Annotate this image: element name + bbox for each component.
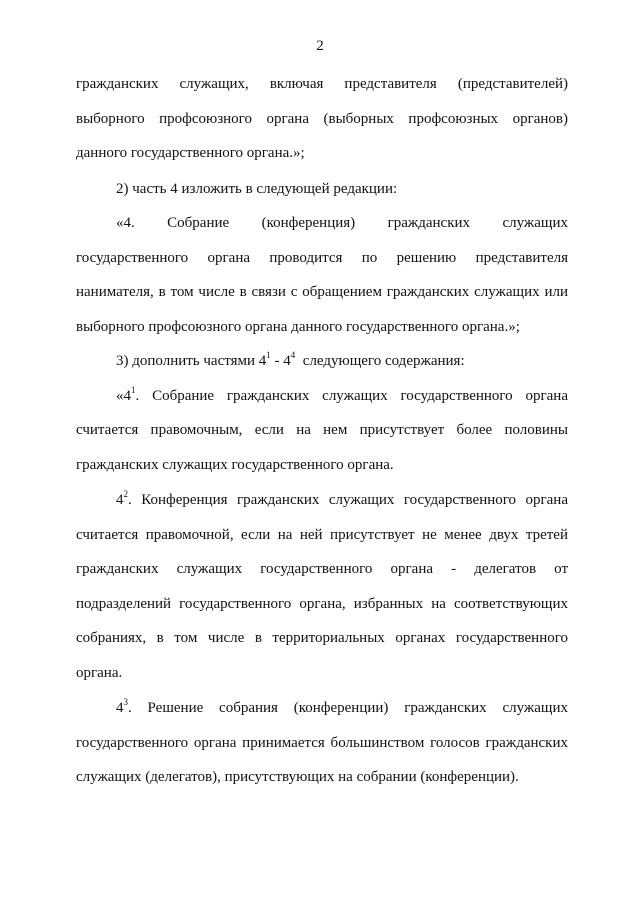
paragraph-continuation: гражданских служащих, включая представителя (представителей) выборного профсоюзного органа (выборных профсоюзных органов) данного государственного органа.»;	[76, 76, 568, 161]
part-4-3-text: . Решение собрания (конференции) гражданских служащих государственного органа принимается большинством голосов гражданских служащих (делегатов), присутствующих на собрании (конференции).	[76, 700, 568, 785]
part-4-3-prefix: 4	[116, 700, 124, 716]
part-4-2-sup: 2	[123, 489, 128, 499]
paragraph-part-4: «4. Собрание (конференция) гражданских служащих государственного органа проводится по решению представителя нанимателя, в том числе в связи с обращением гражданских служащих или выборного профсоюзного органа данного государственного органа.»;	[76, 215, 568, 335]
item-3-mid: - 4	[270, 353, 291, 369]
paragraph-part-4-2	[76, 483, 568, 690]
paragraph-part-4-3	[76, 691, 568, 795]
item-3-prefix: 3) дополнить частями 4	[116, 353, 267, 369]
page-number: 2	[316, 38, 324, 54]
part-4-1-sup: 1	[131, 384, 136, 395]
part-4-1-prefix: «4	[116, 387, 131, 404]
item-3-suffix: следующего содержания:	[295, 353, 465, 369]
part-4-1-text: . Собрание гражданских служащих государственного органа считается правомочным, если на нем присутствует более половины гражданских служащих государственного органа.	[76, 387, 568, 473]
document-body	[76, 67, 568, 795]
item-3-sup-4: 4	[290, 350, 296, 360]
item-3-sup-1: 1	[266, 350, 271, 360]
part-4-2-text: . Конференция гражданских служащих государственного органа считается правомочной, если на ней присутствует не менее двух третей гражданских служащих государственного органа - делегатов от подразделений государственного органа, избранных на соответствующих собраниях, в том числе в территориальных органах государственного органа.	[76, 492, 568, 681]
part-4-3-sup: 3	[123, 697, 128, 707]
paragraph-item-3	[76, 344, 568, 379]
part-4-2-prefix: 4	[116, 492, 124, 508]
paragraph-item-2: 2) часть 4 изложить в следующей редакции:	[116, 180, 398, 197]
paragraph-part-4-1	[76, 379, 568, 483]
